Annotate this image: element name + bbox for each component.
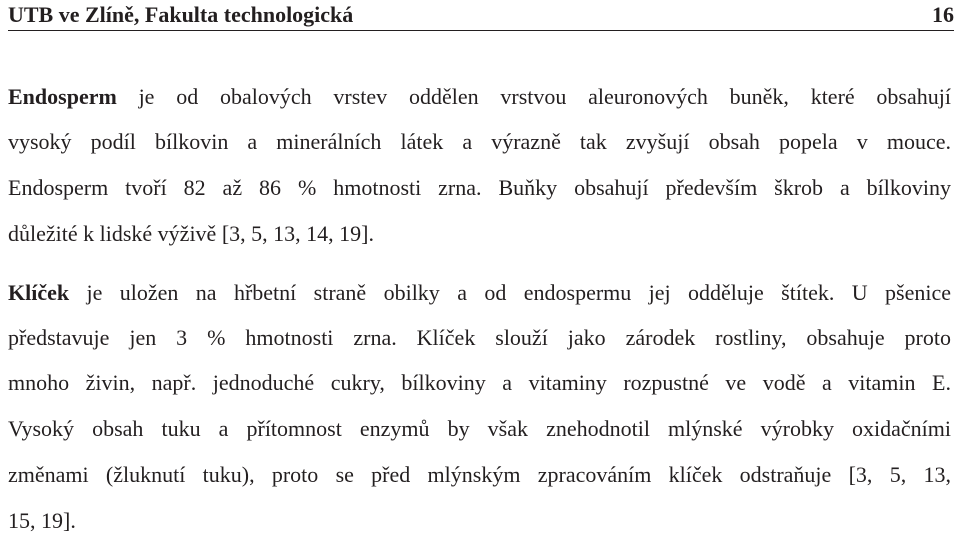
page-header bbox=[8, 0, 954, 31]
term-klicek: Klíček bbox=[8, 280, 70, 305]
text-line: 15, 19]. bbox=[8, 508, 76, 533]
text-segment: je od obalových vrstev oddělen vrstvou aleuronových buněk, které obsahují bbox=[116, 84, 951, 109]
text-line: vysoký podíl bílkovin a minerálních látek a výrazně tak zvyšují obsah popela v mouce. bbox=[8, 129, 951, 154]
term-endosperm: Endosperm bbox=[8, 84, 117, 109]
text-line bbox=[8, 280, 951, 306]
text-line: představuje jen 3 % hmotnosti zrna. Klíček slouží jako zárodek rostliny, obsahuje proto bbox=[8, 325, 951, 350]
text-line bbox=[8, 84, 951, 110]
text-line: mnoho živin, např. jednoduché cukry, bílkoviny a vitaminy rozpustné ve vodě a vitamin E. bbox=[8, 370, 951, 395]
text-line: změnami (žluknutí tuku), proto se před mlýnským zpracováním klíček odstraňuje [3, 5, 13, bbox=[8, 462, 951, 487]
text-segment: je uložen na hřbetní straně obilky a od endospermu jej odděluje štítek. U pšenice bbox=[69, 280, 951, 305]
header-title: UTB ve Zlíně, Fakulta technologická bbox=[8, 2, 354, 27]
page-number: 16 bbox=[932, 2, 954, 27]
text-line: Vysoký obsah tuku a přítomnost enzymů by však znehodnotil mlýnské výrobky oxidačními bbox=[8, 416, 951, 441]
text-line: důležité k lidské výživě [3, 5, 13, 14, 19]. bbox=[8, 221, 374, 246]
text-line: Endosperm tvoří 82 až 86 % hmotnosti zrna. Buňky obsahují především škrob a bílkoviny bbox=[8, 175, 951, 200]
